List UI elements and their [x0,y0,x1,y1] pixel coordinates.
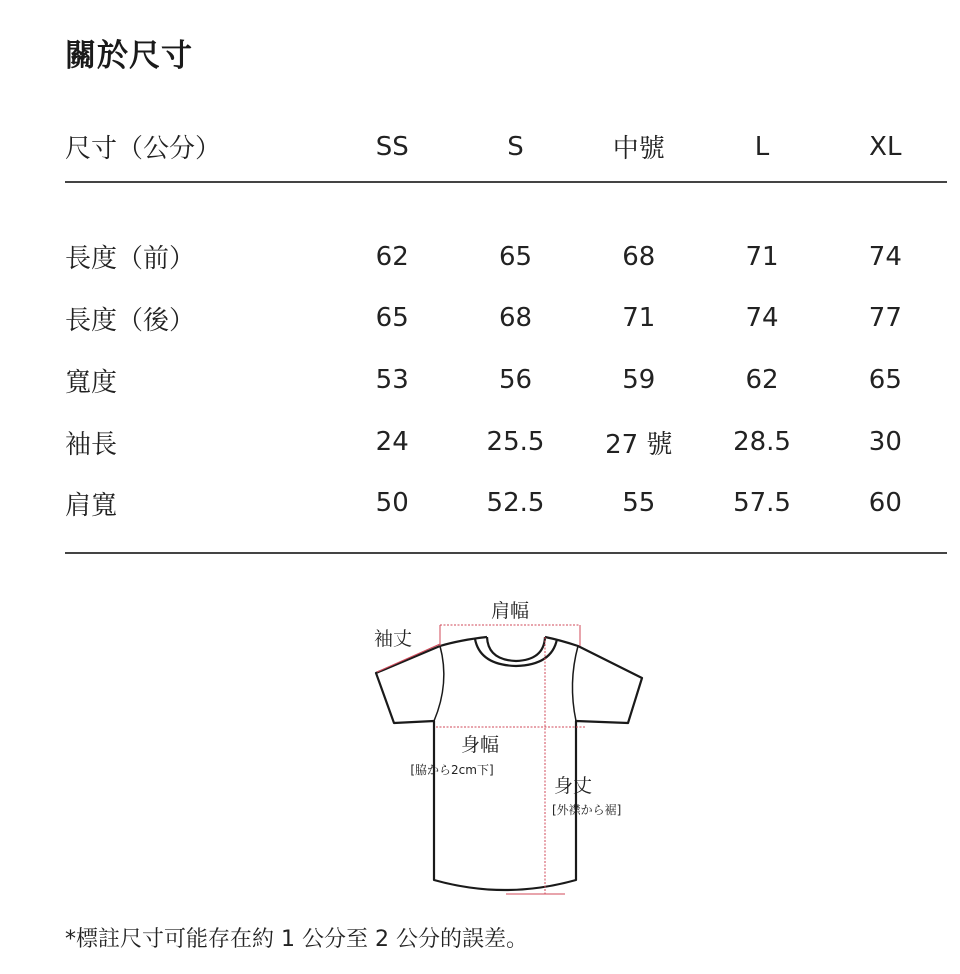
table-cell: 74 [868,241,902,272]
table-header-cell: 尺寸（公分） [65,112,331,182]
table-cell: 71 [745,241,779,272]
table-cell: 71 [622,303,656,333]
table-row [65,349,947,411]
table-cell: 62 [745,365,779,395]
measurement-lines [377,625,586,894]
table-cell: 52.5 [454,473,577,553]
table-cell: 62 [375,241,409,272]
table-cell: 24 [375,427,409,457]
table-header-cell: 中號 [577,112,700,182]
table-cell: 65 [868,365,902,395]
body-width-label: 身幅 [460,734,500,756]
table-header-cell: S [454,112,577,182]
table-cell: 74 [745,303,779,333]
row-label: 肩寬 [65,473,331,553]
table-row [65,411,947,473]
table-header-cell: SS [331,112,454,182]
table-cell: 68 [622,241,656,272]
row-label: 長度（後） [65,305,196,336]
body-width-note: [脇から2cm下] [410,763,494,777]
table-cell: 65 [375,303,409,333]
table-row [65,182,947,287]
table-header-cell: L [700,112,823,182]
table-cell: 28.5 [733,427,791,457]
sleeve-length-label: 袖丈 [374,628,413,650]
table-cell: 59 [622,365,656,395]
measurement-note: *標註尺寸可能存在約 1 公分至 2 公分的誤差。 [65,927,528,952]
table-cell: 25.5 [486,427,545,457]
body-length-label: 身丈 [554,775,593,797]
row-label: 長度（前） [65,244,196,274]
table-cell: 50 [331,473,454,553]
table-cell: 53 [375,365,409,395]
table-cell: 56 [498,365,533,395]
table-cell: 68 [498,303,533,333]
table-cell: 77 [868,303,902,333]
table-cell: 65 [498,241,533,272]
page-title: 關於尺寸 [65,38,193,74]
shoulder-width-label: 肩幅 [490,600,530,622]
table-cell: 60 [824,473,947,553]
row-label: 袖長 [65,429,118,460]
size-table [65,112,947,554]
table-cell: 55 [577,473,700,553]
table-cell: 27 號 [605,429,673,460]
table-cell: 30 [868,427,902,457]
body-length-note: [外襟から裾] [552,803,622,817]
tshirt-measurement-diagram [360,588,660,908]
row-label: 寬度 [65,367,118,398]
table-row [65,473,947,553]
table-header-cell: XL [824,112,947,182]
table-cell: 57.5 [700,473,823,553]
table-row [65,287,947,349]
table-header-row [65,112,947,182]
